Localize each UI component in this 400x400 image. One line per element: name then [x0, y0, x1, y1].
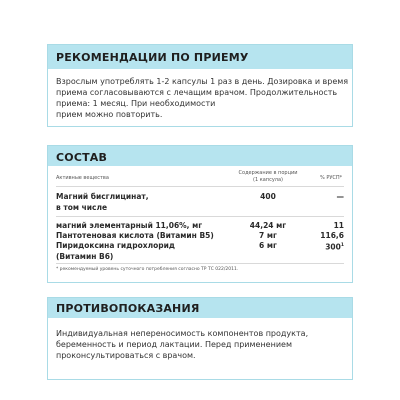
contraindications-line: Индивидуальная непереносимость компонентов продукта, [56, 329, 309, 338]
composition-title: СОСТАВ [56, 150, 108, 164]
row-percent [304, 241, 344, 252]
contraindications-line: проконсультироваться с врачом. [56, 351, 196, 360]
row-percent: — [336, 192, 344, 201]
contraindications-title: ПРОТИВОПОКАЗАНИЯ [56, 301, 200, 315]
recommendations-header [48, 45, 352, 69]
row-percent-superscript: 1 [340, 243, 344, 248]
header-divider [56, 186, 344, 187]
row-name: в том числе [56, 203, 108, 212]
composition-table [48, 166, 352, 282]
column-header-amount-line2: (1 капсула) [253, 177, 283, 183]
row-name: Пантотеновая кислота (Витамин В5) [56, 231, 214, 240]
row-amount: 7 мг [259, 231, 277, 240]
recommendations-title: РЕКОМЕНДАЦИИ ПО ПРИЕМУ [56, 50, 249, 64]
column-header-percent: % РУСП* [320, 175, 343, 181]
column-header-amount-line1: Содержание в порции [238, 170, 298, 176]
contraindications-header [48, 298, 352, 318]
contraindications-card [47, 297, 353, 380]
composition-header [48, 146, 352, 166]
recommendations-line: приема: 1 месяц. При необходимости [56, 99, 216, 108]
recommendations-line: прием можно повторить. [56, 110, 163, 119]
column-header-amount [226, 170, 310, 184]
composition-card [47, 145, 353, 283]
composition-footnote: * рекомендуемый уровень суточного потребления согласно ТР ТС 022/2011. [56, 267, 239, 272]
row-name: магний элементарный 11,06%, мг [56, 221, 203, 230]
recommendations-text [48, 69, 352, 120]
contraindications-text [48, 318, 352, 361]
recommendations-card [47, 44, 353, 127]
footer-divider [56, 263, 344, 264]
row-percent-value: 300 [325, 242, 341, 252]
row-name: Пиридоксина гидрохлорид [56, 241, 175, 250]
row-amount: 6 мг [259, 241, 277, 250]
row-name: (Витамин В6) [56, 252, 114, 261]
row-percent: 116,6 [320, 231, 344, 240]
recommendations-line: приема согласовываются с лечащим врачом. Продолжительность [56, 88, 338, 97]
row-percent: 11 [333, 221, 344, 230]
row-amount: 400 [260, 192, 276, 201]
column-header-substances: Активные вещества [56, 175, 109, 181]
row-divider [56, 216, 344, 217]
contraindications-line: беременность и период лактации. Перед применением [56, 340, 292, 349]
row-amount: 44,24 мг [249, 221, 287, 230]
recommendations-line: Взрослым употреблять 1-2 капсулы 1 раз в день. Дозировка и время [56, 77, 349, 86]
row-name: Магний бисглицинат, [56, 192, 149, 201]
